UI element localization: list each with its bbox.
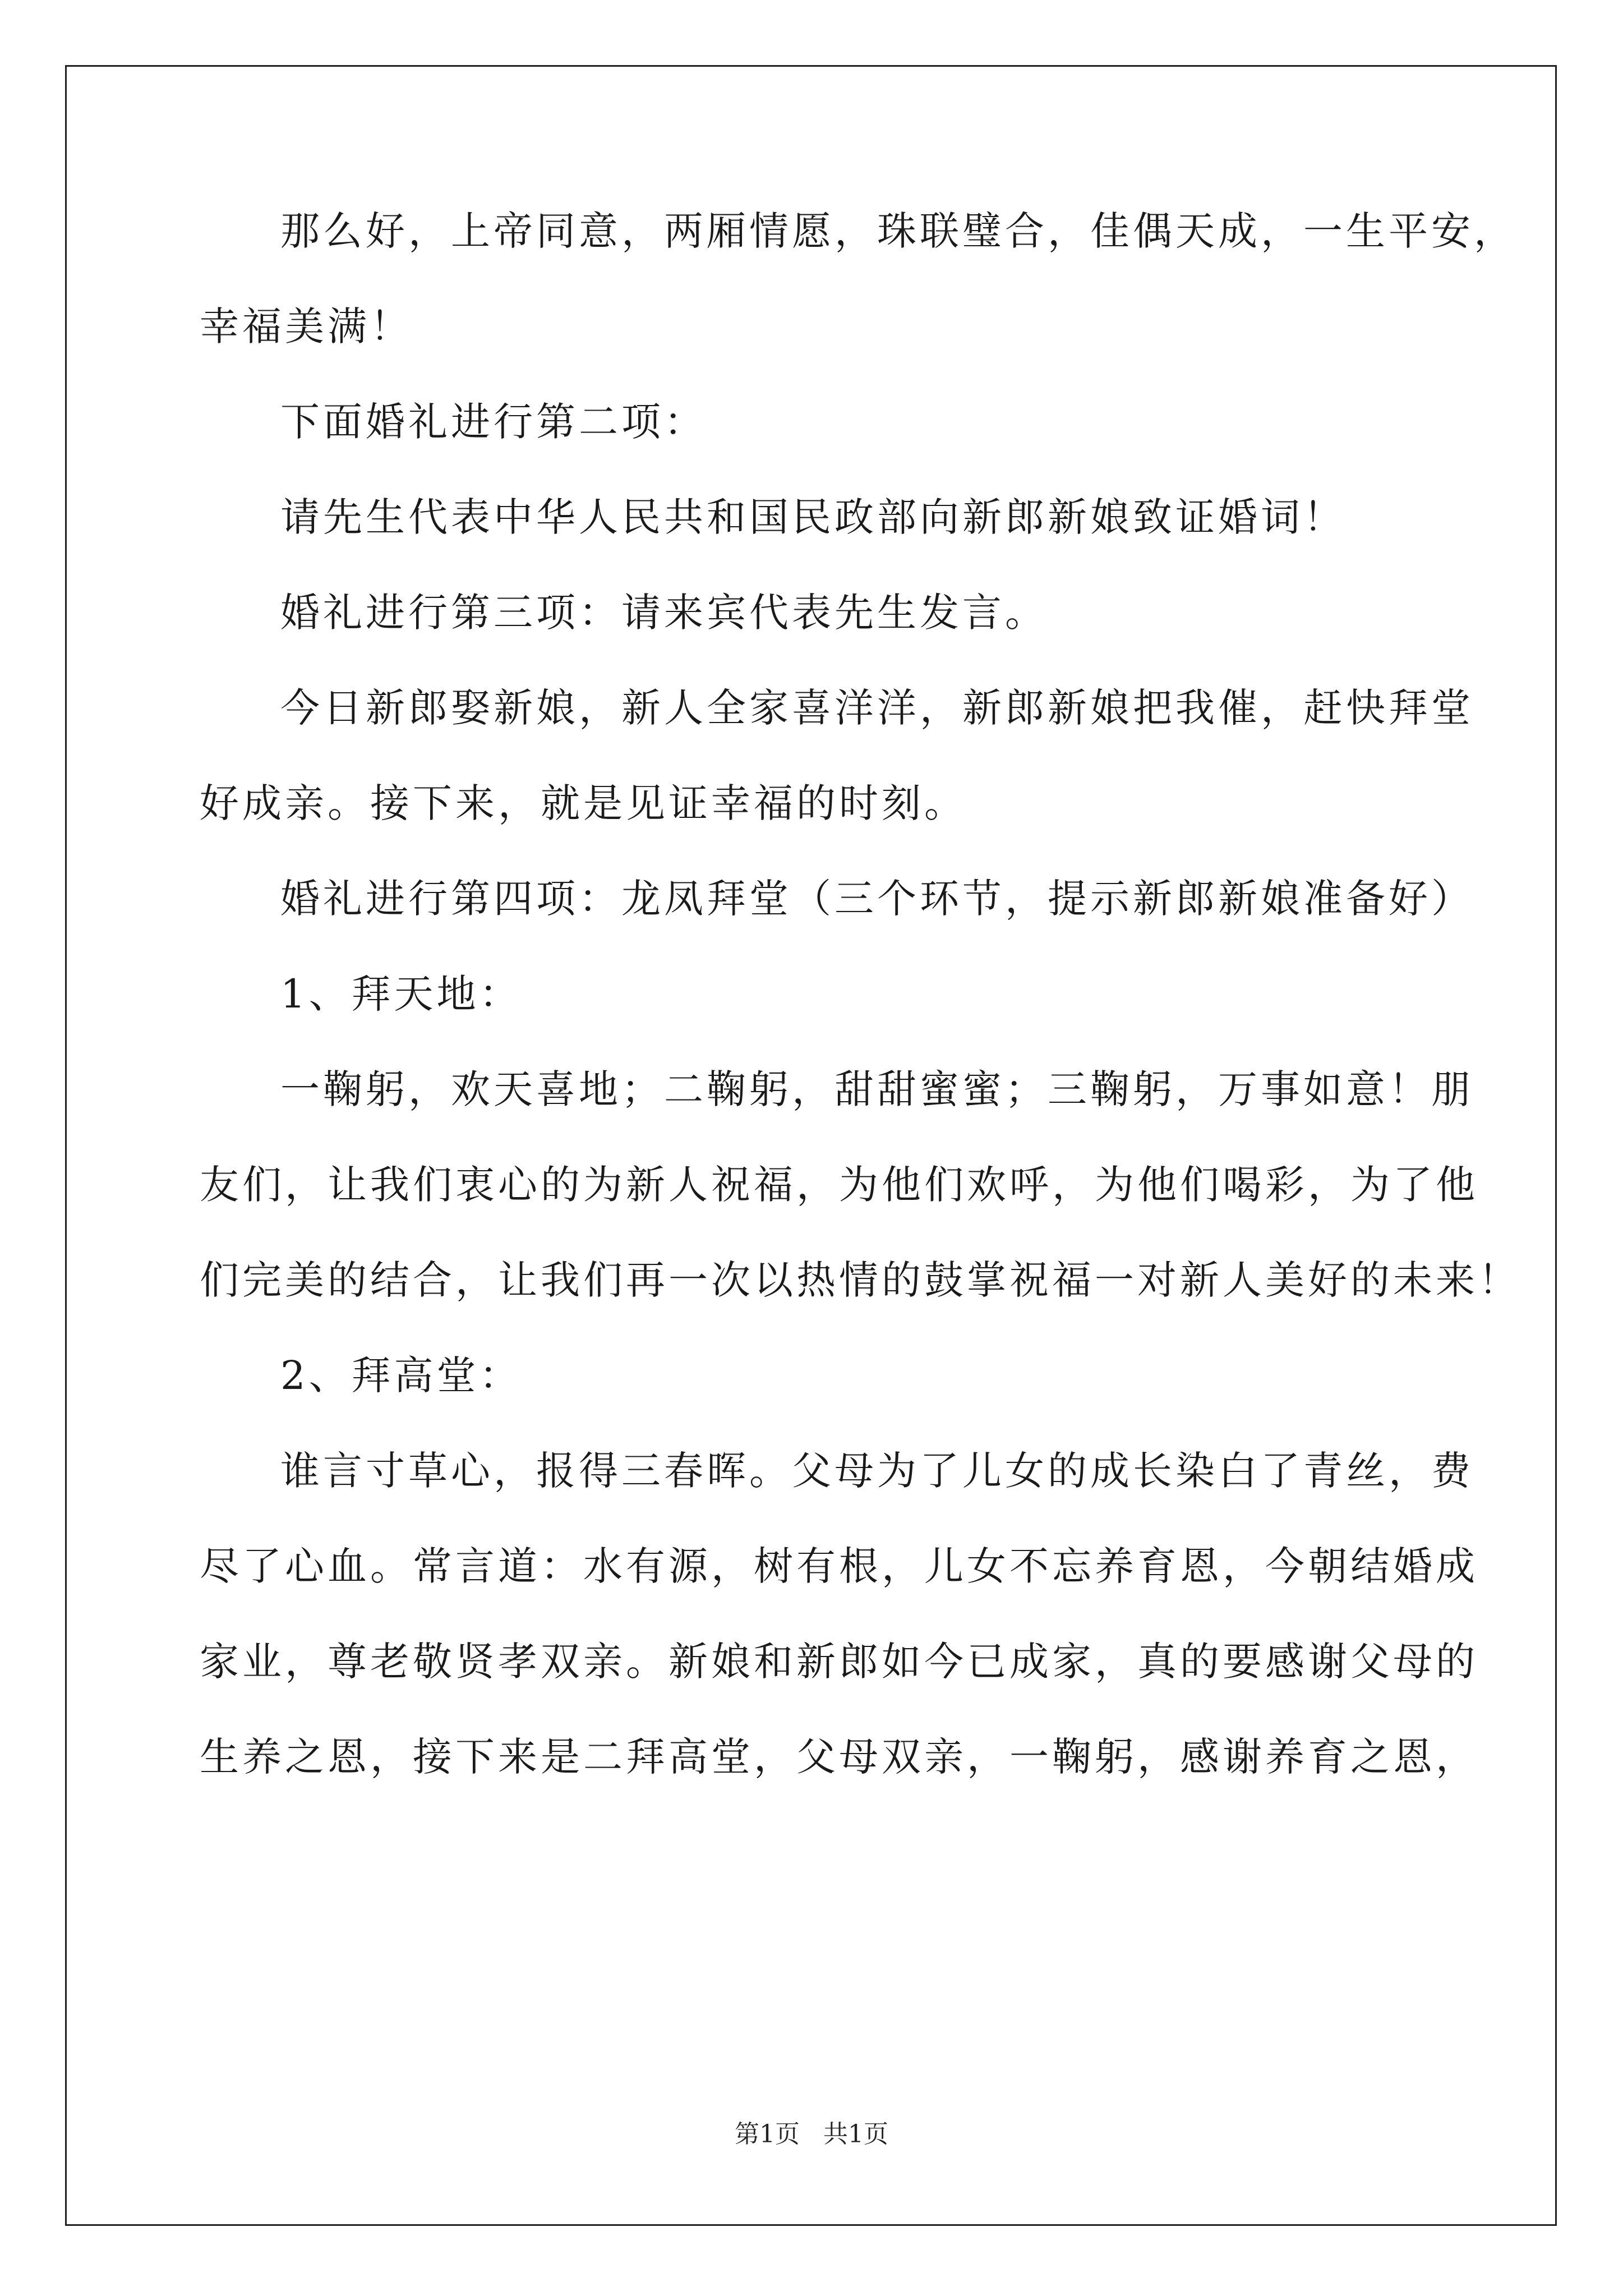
text-line: 生养之恩，接下来是二拜高堂，父母双亲，一鞠躬，感谢养育之恩， xyxy=(200,1734,1478,1780)
text-line: 那么好，上帝同意，两厢情愿，珠联璧合，佳偶天成，一生平安， xyxy=(280,208,1516,254)
page-footer xyxy=(0,2120,1623,2148)
page-border xyxy=(65,65,1557,2226)
text-line: 谁言寸草心，报得三春晖。父母为了儿女的成长染白了青丝，费 xyxy=(280,1448,1474,1494)
text-line: 请先生代表中华人民共和国民政部向新郎新娘致证婚词！ xyxy=(280,494,1346,540)
text-line: 婚礼进行第四项：龙凤拜堂（三个环节，提示新郎新娘准备好） xyxy=(280,876,1474,922)
text-line: 友们，让我们衷心的为新人祝福，为他们欢呼，为他们喝彩，为了他 xyxy=(200,1162,1478,1208)
page-total: 共1页 xyxy=(823,2120,888,2148)
page-number: 第1页 xyxy=(735,2120,800,2148)
text-line: 1、拜天地： xyxy=(280,971,522,1017)
text-line: 尽了心血。常言道：水有源，树有根，儿女不忘养育恩，今朝结婚成 xyxy=(200,1543,1478,1589)
text-line: 们完美的结合，让我们再一次以热情的鼓掌祝福一对新人美好的未来！ xyxy=(200,1257,1521,1303)
text-line: 幸福美满！ xyxy=(200,303,413,349)
text-line: 今日新郎娶新娘，新人全家喜洋洋，新郎新娘把我催，赶快拜堂 xyxy=(280,685,1474,731)
text-line: 下面婚礼进行第二项： xyxy=(280,399,707,445)
text-line: 一鞠躬，欢天喜地；二鞠躬，甜甜蜜蜜；三鞠躬，万事如意！朋 xyxy=(280,1066,1474,1112)
text-line: 好成亲。接下来，就是见证幸福的时刻。 xyxy=(200,780,967,826)
text-line: 2、拜高堂： xyxy=(280,1352,522,1398)
text-line: 家业，尊老敬贤孝双亲。新娘和新郎如今已成家，真的要感谢父母的 xyxy=(200,1639,1478,1685)
text-line: 婚礼进行第三项：请来宾代表先生发言。 xyxy=(280,590,1048,636)
